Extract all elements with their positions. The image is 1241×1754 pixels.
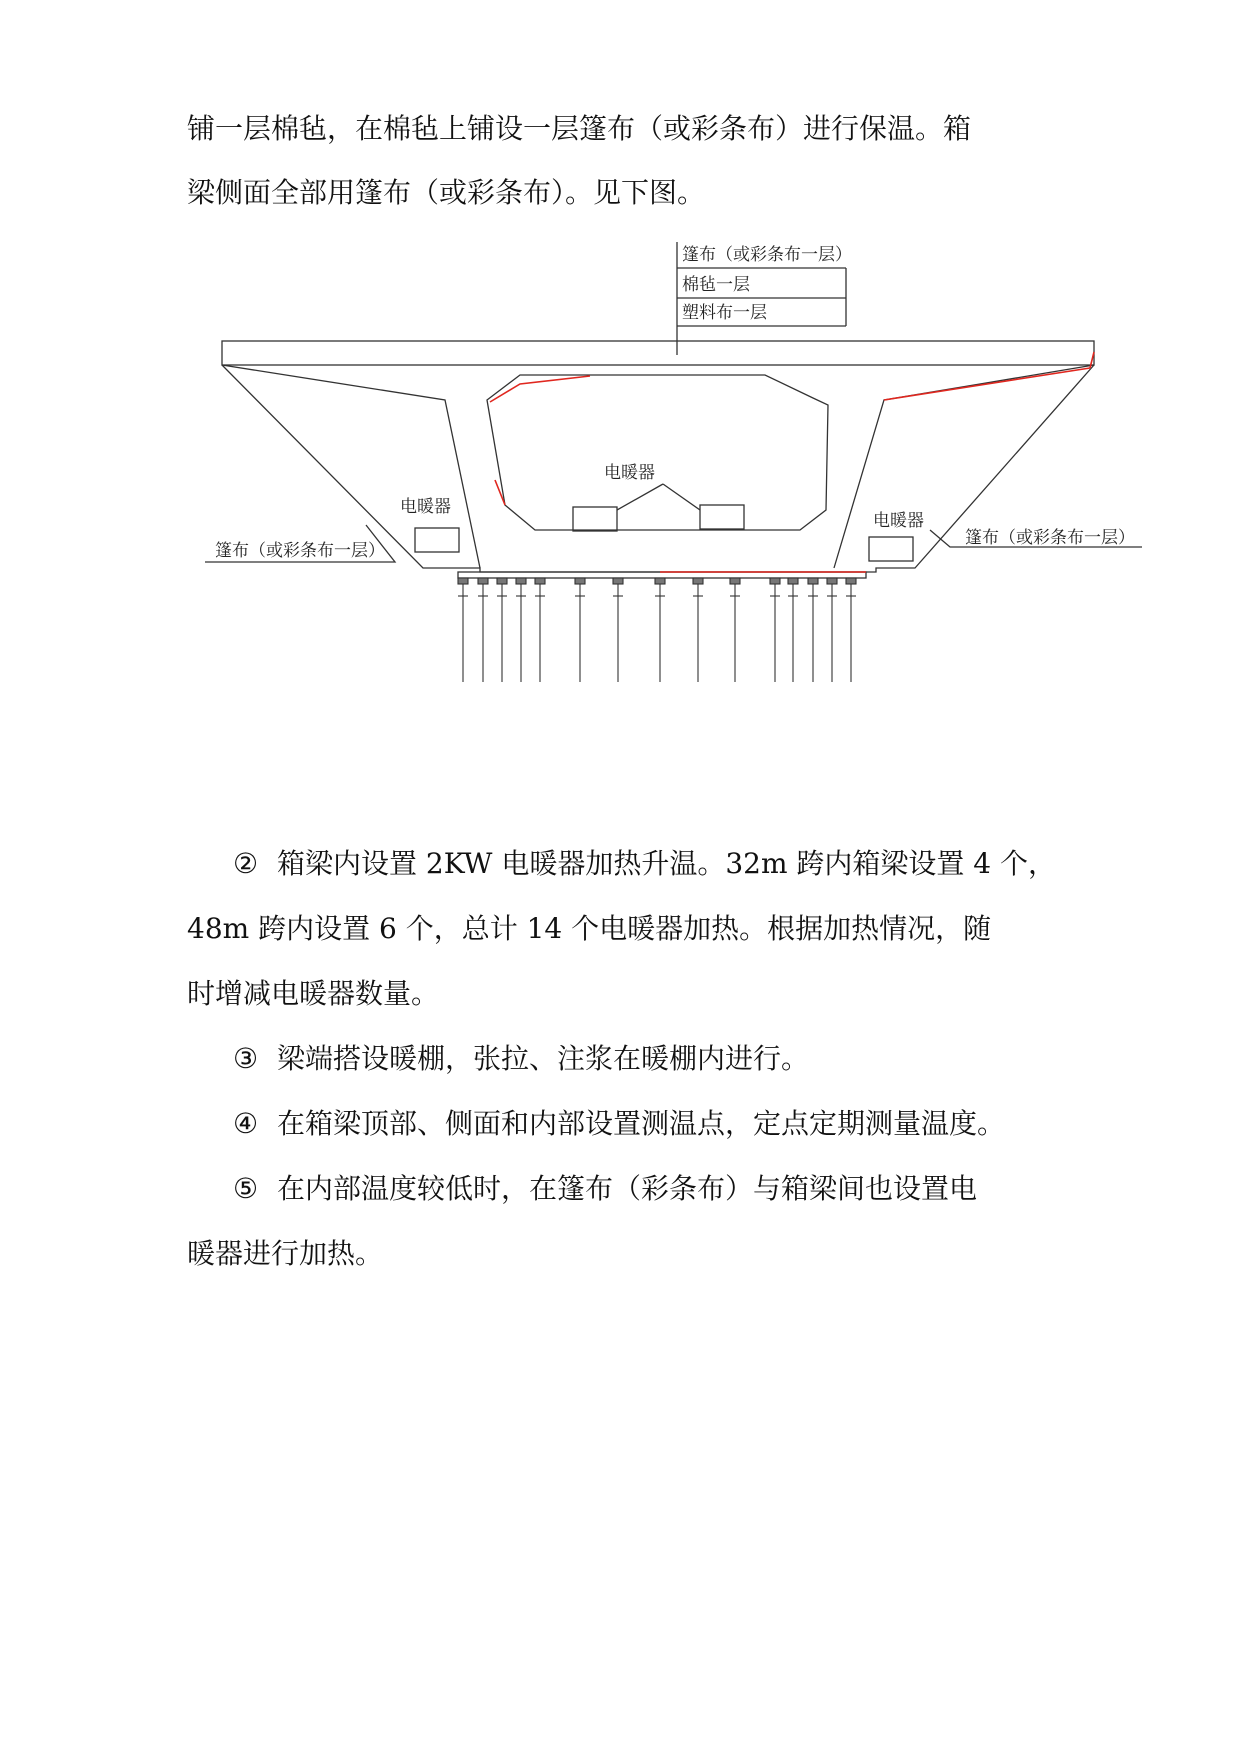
deck-slab xyxy=(222,341,1094,365)
heater-leader-right xyxy=(663,484,700,510)
item-2-line-2: 48m 跨内设置 6 个，总计 14 个电暖器加热。根据加热情况，随 xyxy=(187,912,992,945)
support-cap xyxy=(478,578,488,584)
support-cap xyxy=(846,578,856,584)
bottom-formwork xyxy=(458,572,866,578)
heater-leader-left xyxy=(617,484,663,510)
intro-line-1: 铺一层棉毡，在棉毡上铺设一层篷布（或彩条布）进行保温。箱 xyxy=(187,112,972,145)
support-cap xyxy=(535,578,545,584)
support-cap xyxy=(730,578,740,584)
label-heater-left: 电暖器 xyxy=(400,497,451,517)
support-cap xyxy=(808,578,818,584)
item-3-line-1: ③ 梁端搭设暖棚，张拉、注浆在暖棚内进行。 xyxy=(233,1042,810,1075)
heater-box-left xyxy=(415,528,459,552)
heater-box-center-right xyxy=(700,505,744,529)
label-tarp-left: 篷布（或彩条布一层） xyxy=(215,541,385,561)
label-heater-right: 电暖器 xyxy=(873,511,924,531)
inner-cell xyxy=(487,375,828,530)
support-cap xyxy=(827,578,837,584)
label-top-2: 棉毡一层 xyxy=(682,275,750,295)
left-web xyxy=(222,365,480,568)
support-cap xyxy=(613,578,623,584)
support-cap xyxy=(693,578,703,584)
support-cap xyxy=(575,578,585,584)
item-5-line-1: ⑤ 在内部温度较低时，在篷布（彩条布）与箱梁间也设置电 xyxy=(233,1172,978,1205)
label-top-3: 塑料布一层 xyxy=(682,303,767,323)
support-cap xyxy=(497,578,507,584)
support-cap xyxy=(458,578,468,584)
support-cap xyxy=(770,578,780,584)
label-heater-center: 电暖器 xyxy=(604,463,655,483)
support-cap xyxy=(655,578,665,584)
item-5-line-2: 暖器进行加热。 xyxy=(187,1237,384,1270)
item-2-line-3: 时增减电暖器数量。 xyxy=(187,977,440,1010)
heater-box-center-left xyxy=(573,507,617,531)
label-tarp-right: 篷布（或彩条布一层） xyxy=(965,528,1135,548)
item-4-line-1: ④ 在箱梁顶部、侧面和内部设置测温点，定点定期测量温度。 xyxy=(233,1107,1006,1140)
heater-box-right xyxy=(869,537,913,561)
support-cap xyxy=(516,578,526,584)
item-2-line-1: ② 箱梁内设置 2KW 电暖器加热升温。32m 跨内箱梁设置 4 个， xyxy=(233,847,1057,880)
support-posts xyxy=(458,578,856,682)
support-cap xyxy=(788,578,798,584)
label-top-1: 篷布（或彩条布一层） xyxy=(682,245,852,265)
intro-line-2: 梁侧面全部用篷布（或彩条布）。见下图。 xyxy=(187,176,706,209)
